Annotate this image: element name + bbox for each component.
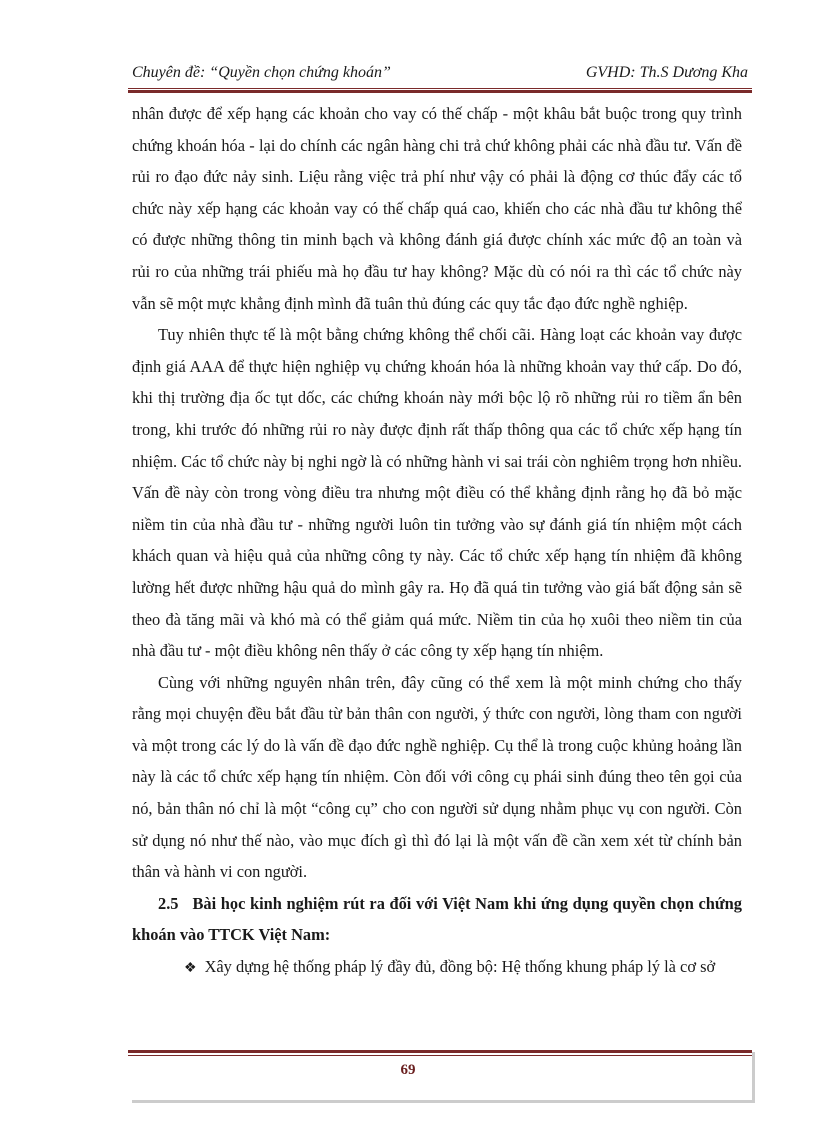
paragraph-3: Cùng với những nguyên nhân trên, đây cũng có thể xem là một minh chứng cho thấy rằng mọi chuyện đều bắt đầu từ bản thân con người, ý thức con người, lòng tham con người và một trong các lý do là vấn đề đạo đức nghề nghiệp. Cụ thể là trong cuộc khủng hoảng lần này là các tổ chức xếp hạng tín nhiệm. Còn đối với công cụ phái sinh đúng theo tên gọi của nó, bản thân nó chỉ là một “công cụ” cho con người sử dụng nhằm phục vụ con người. Còn sử dụng nó như thế nào, vào mục đích gì thì đó lại là một vấn đề cần xem xét từ chính bản thân và hành vi con người. [132, 672, 742, 882]
footer-rule-thin [128, 1055, 752, 1056]
header-rule-thick [128, 90, 752, 93]
header-rule-thin [128, 88, 752, 89]
bullet-item [132, 951, 742, 985]
paragraph-1: nhân được để xếp hạng các khoản cho vay có thế chấp - một khâu bắt buộc trong quy trình chứng khoán hóa - lại do chính các ngân hàng chi trả chứ không phải các nhà đầu tư. Vấn đề rủi ro đạo đức nảy sinh. Liệu rằng việc trả phí như vậy có phải là động cơ thúc đẩy các tổ chức này xếp hạng các khoản vay có thế chấp quá cao, khiến cho các nhà đầu tư không thể có được những thông tin minh bạch và không đánh giá được chính xác mức độ an toàn và rủi ro của những trái phiếu mà họ đầu tư hay không? Mặc dù có nói ra thì các tổ chức này vẫn sẽ một mực khẳng định mình đã tuân thủ đúng các quy tắc đạo đức nghề nghiệp. [132, 104, 742, 313]
page-header [132, 58, 748, 86]
header-topic: Chuyên đề: “Quyền chọn chứng khoán” [132, 64, 391, 81]
bullet-text: Xây dựng hệ thống pháp lý đầy đủ, đồng bộ: Hệ thống khung pháp lý là cơ sở [204, 957, 716, 977]
header-supervisor: GVHD: Th.S Dương Kha [585, 64, 748, 81]
section-number: 2.5 [158, 893, 179, 913]
footer-rule-thick [128, 1050, 752, 1053]
paragraph-2: Tuy nhiên thực tế là một bằng chứng không thể chối cãi. Hàng loạt các khoản vay được định giá AAA để thực hiện nghiệp vụ chứng khoán hóa là những khoản vay thứ cấp. Do đó, khi thị trường địa ốc tụt dốc, các chứng khoán này mới bộc lộ rõ những rủi ro tiềm ẩn bên trong, khi trước đó những rủi ro này được định rất thấp thông qua các tổ chức xếp hạng tín nhiệm. Các tổ chức này bị nghi ngờ là có những hành vi sai trái còn nghiêm trọng hơn nhiều. Vấn đề này còn trong vòng điều tra nhưng một điều có thể khẳng định rằng họ đã bỏ mặc niềm tin của nhà đầu tư - những người luôn tin tưởng vào sự đánh giá tín nhiệm một cách khách quan và hiệu quả của những công ty này. Các tổ chức xếp hạng tín nhiệm đã không lường hết được những hậu quả do mình gây ra. Họ đã quá tin tưởng vào giá bất động sản sẽ theo đà tăng mãi và khó mà có thể giảm quá mức. Niềm tin của họ xuôi theo niềm tin của nhà đầu tư - một điều không nên thấy ở các công ty xếp hạng tín nhiệm. [132, 325, 743, 661]
diamond-bullet-icon: ❖ [184, 961, 197, 977]
section-title: Bài học kinh nghiệm rút ra đối với Việt Nam khi ứng dụng quyền chọn chứng khoán vào TTCK Việt Nam: [132, 893, 742, 945]
section-heading [132, 888, 742, 951]
page-body [132, 98, 742, 985]
page-shadow-bottom [132, 1100, 755, 1103]
page-number: 69 [400, 1062, 416, 1078]
